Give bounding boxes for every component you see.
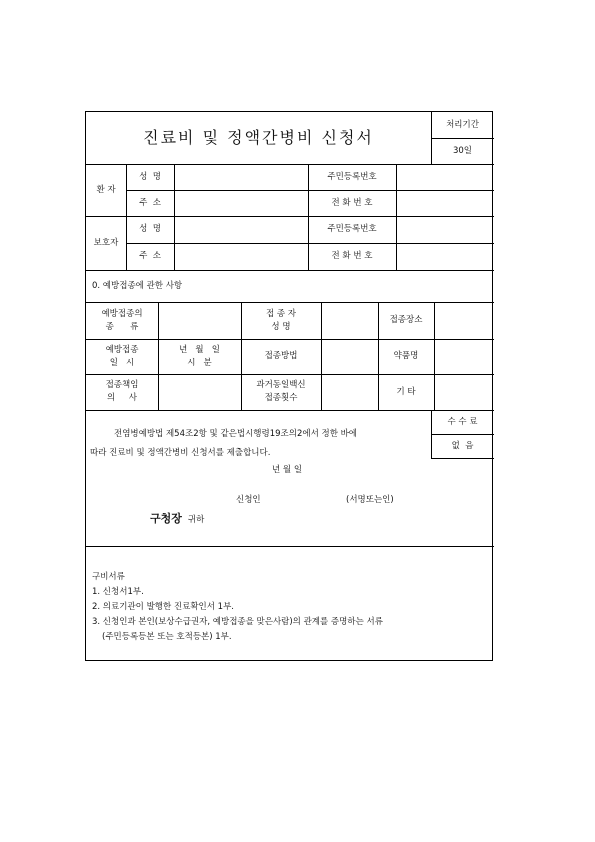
recipient-name: 구청장 (150, 512, 182, 525)
vaccination-method-field[interactable] (321, 339, 378, 374)
recipient-name-field[interactable] (321, 302, 378, 339)
statement-line-1: 전염병예방법 제54조2항 및 같은법시행령19조의2에서 정한 바에 (114, 429, 358, 439)
vaccine-type-field[interactable] (158, 302, 241, 339)
applicant-label: 신청인 (236, 495, 261, 505)
past-vaccination-count-label: 과거동일백신 접종횟수 (256, 380, 306, 403)
guardian-name-label: 성 명 (139, 224, 161, 235)
guardian-id-field[interactable] (396, 216, 494, 243)
drug-name-field[interactable] (434, 339, 494, 374)
patient-address-field[interactable] (174, 190, 308, 216)
processing-period-value: 30일 (452, 145, 473, 156)
patient-address-label: 주 소 (139, 197, 161, 208)
recipient-suffix: 귀하 (187, 515, 205, 525)
vaccination-place-field[interactable] (434, 302, 494, 339)
document-item: (주민등록등본 또는 호적등본) 1부. (102, 631, 232, 642)
guardian-section-label: 보호자 (93, 237, 119, 248)
document-item: 3. 신청인과 본인(보상수급권자, 예방접종을 맞은사람)의 관계를 증명하는 서류 (92, 616, 383, 627)
other-field[interactable] (434, 374, 494, 410)
patient-section-label: 환 자 (96, 184, 116, 195)
statement-line-2: 따라 진료비 및 정액간병비 신청서를 제출합니다. (90, 448, 271, 458)
guardian-address-field[interactable] (174, 243, 308, 270)
patient-phone-field[interactable] (396, 190, 494, 216)
vaccination-place-label: 접종장소 (389, 315, 423, 326)
other-label: 기 타 (396, 386, 416, 397)
patient-phone-label: 전 화 번 호 (331, 197, 373, 208)
guardian-phone-field[interactable] (396, 243, 494, 270)
processing-period-label: 처리기간 (446, 119, 479, 130)
past-vaccination-count-field[interactable] (321, 374, 378, 410)
vaccination-method-label: 접종방법 (264, 351, 298, 362)
guardian-id-label: 주민등록번호 (327, 224, 377, 235)
vaccination-datetime-field[interactable]: 년 월 일 시 분 (179, 344, 220, 368)
application-form (85, 111, 493, 661)
statement-date[interactable]: 년 월 일 (272, 465, 303, 475)
guardian-name-field[interactable] (174, 216, 308, 243)
responsible-doctor-field[interactable] (158, 374, 241, 410)
guardian-phone-label: 전 화 번 호 (331, 251, 373, 262)
patient-name-label: 성 명 (139, 171, 161, 182)
required-documents-title: 구비서류 (92, 572, 125, 582)
responsible-doctor-label: 접종책임 의 사 (105, 380, 139, 403)
vaccine-type-label: 예방접종의 종 류 (101, 308, 143, 332)
form-title: 진료비 및 정액간병비 신청서 (143, 128, 374, 147)
vaccination-datetime-label: 예방접종 일 시 (105, 344, 139, 368)
document-item: 1. 신청서1부. (92, 586, 144, 597)
patient-id-field[interactable] (396, 164, 494, 190)
signature-label[interactable]: (서명또는인) (346, 495, 394, 505)
required-documents (92, 570, 383, 644)
fee-label: 수 수 료 (447, 416, 478, 427)
patient-name-field[interactable] (174, 164, 308, 190)
vaccination-section-title: 0. 예방접종에 관한 사항 (92, 280, 183, 291)
fee-value: 없 음 (451, 440, 474, 451)
patient-id-label: 주민등록번호 (327, 171, 377, 182)
drug-name-label: 약품명 (393, 351, 419, 362)
guardian-address-label: 주 소 (139, 251, 161, 262)
recipient-name-label: 접 종 자 성 명 (265, 308, 297, 332)
document-item: 2. 의료기관이 발행한 진료확인서 1부. (92, 601, 234, 612)
